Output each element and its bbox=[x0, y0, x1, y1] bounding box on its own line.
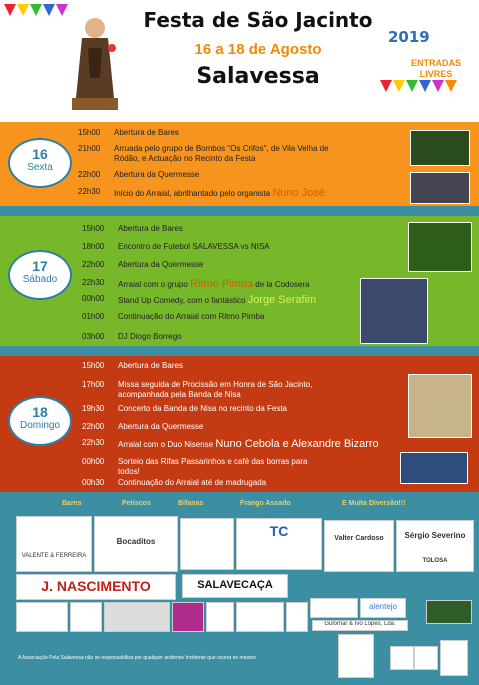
day-block-sunday bbox=[0, 356, 479, 492]
day-badge-sunday bbox=[8, 396, 72, 446]
festival-title: Festa de São Jacinto bbox=[143, 8, 373, 32]
flags-right bbox=[380, 80, 458, 92]
event-text: Encontro de Futebol SALAVESSA vs NISA bbox=[118, 242, 270, 251]
day-number: 17 bbox=[32, 258, 48, 274]
entrance-free-label: ENTRADAS LIVRES bbox=[410, 58, 461, 79]
sponsor-logo bbox=[70, 602, 102, 632]
sponsor-logo bbox=[236, 602, 284, 632]
day-block-friday bbox=[0, 122, 479, 206]
festival-dates: 16 a 18 de Agosto bbox=[194, 41, 322, 58]
coat-of-arms-logo bbox=[440, 640, 468, 676]
time-label: 03h00 bbox=[82, 332, 105, 341]
day-number: 18 bbox=[32, 404, 48, 420]
event-text-suffix: de la Codosera bbox=[255, 280, 310, 289]
event-text: Concerto da Banda de Nisa no recinto da Festa bbox=[118, 404, 287, 413]
day-name: Sexta bbox=[27, 162, 53, 173]
event-text: Continuação do Arraial até de madrugada bbox=[118, 478, 267, 487]
time-label: 22h00 bbox=[78, 170, 101, 179]
event-text: Arruada pelo grupo de Bombos "Os Crifos", de Vila Velha de Ródão, e Actuação no Recinto da Festa bbox=[114, 144, 329, 163]
sponsor-logo bbox=[16, 602, 68, 632]
event-text: Continuação do Arraial com Ritmo Pimba bbox=[118, 312, 265, 321]
event-text: Abertura da Quermesse bbox=[118, 422, 204, 431]
time-label: 19h30 bbox=[82, 404, 105, 413]
event-text: DJ Diogo Borrego bbox=[118, 332, 182, 341]
ritmo-pimba-photo bbox=[408, 222, 472, 272]
duo-nisense-photo bbox=[400, 452, 468, 484]
day-name: Sábado bbox=[22, 274, 58, 285]
category-label: Petiscos bbox=[122, 500, 151, 507]
parish-logo bbox=[414, 646, 438, 670]
time-label: 15h00 bbox=[82, 224, 105, 233]
organist-photo bbox=[410, 172, 470, 204]
time-label: 22h00 bbox=[82, 260, 105, 269]
sponsor-logo bbox=[206, 602, 234, 632]
day-badge-friday bbox=[8, 138, 72, 188]
sponsor-logo: SALAVECAÇA bbox=[182, 574, 288, 598]
time-label: 15h00 bbox=[78, 128, 101, 137]
village-name: Salavessa bbox=[196, 64, 320, 89]
time-label: 00h00 bbox=[82, 457, 105, 466]
category-label: Bifanas bbox=[178, 500, 204, 507]
event-text: Abertura da Quermesse bbox=[114, 170, 200, 179]
time-label: 01h00 bbox=[82, 312, 105, 321]
event-text: Início do Arraial, abrilhantado pelo organista bbox=[114, 189, 271, 198]
sponsor-logo bbox=[180, 518, 234, 570]
association-logo bbox=[338, 634, 374, 678]
sponsor-logo: Valter Cardoso bbox=[324, 520, 394, 572]
sponsor-logo bbox=[286, 602, 308, 632]
event-text: Sorteio das Rifas Passarinhos e café das borras para todos! bbox=[118, 457, 308, 476]
flags-left bbox=[4, 4, 69, 16]
event-text: Abertura de Bares bbox=[118, 224, 183, 233]
day-block-saturday bbox=[0, 216, 479, 346]
performer-name: Ritmo Pimba bbox=[190, 278, 254, 290]
bombos-photo bbox=[410, 130, 470, 166]
sponsor-logo: Gulomar & Ivo Lopes, Lda. bbox=[312, 620, 408, 631]
time-label: 22h30 bbox=[82, 438, 105, 447]
time-label: 17h00 bbox=[82, 380, 105, 389]
event-text: Stand Up Comedy, com o fantástico bbox=[118, 296, 246, 305]
event-text: Arraial com o grupo bbox=[118, 280, 188, 289]
sponsor-logo: TC bbox=[236, 518, 322, 570]
sponsor-logo bbox=[172, 602, 204, 632]
time-label: 22h00 bbox=[82, 422, 105, 431]
banda-nisa-photo bbox=[408, 374, 472, 438]
time-label: 00h30 bbox=[82, 478, 105, 487]
time-label: 18h00 bbox=[82, 242, 105, 251]
category-label: Bares bbox=[62, 500, 82, 507]
sponsor-logo bbox=[310, 598, 358, 618]
event-text: Abertura da Quermesse bbox=[118, 260, 204, 269]
sponsor-logo: VALENTE & FERREIRA bbox=[16, 516, 92, 572]
event-text: Missa seguida de Procissão em Honra de São Jacinto, acompanhada pela Banda de Nisa bbox=[118, 380, 313, 399]
sponsor-logo bbox=[426, 600, 472, 624]
day-badge-saturday bbox=[8, 250, 72, 300]
time-label: 00h00 bbox=[82, 294, 105, 303]
time-label: 22h30 bbox=[82, 278, 105, 287]
sponsor-logo: Bocaditos bbox=[94, 516, 178, 572]
sponsor-logo: J. NASCIMENTO bbox=[16, 574, 176, 600]
saint-statue-image bbox=[66, 8, 124, 112]
day-number: 16 bbox=[32, 146, 48, 162]
event-text: Abertura de Bares bbox=[118, 361, 183, 370]
municipality-logo bbox=[390, 646, 414, 670]
event-text: Arraial com o Duo Nisense bbox=[118, 440, 214, 449]
performer-name: Jorge Serafim bbox=[247, 294, 317, 306]
time-label: 15h00 bbox=[82, 361, 105, 370]
category-label: E Muita Diversão!!! bbox=[342, 500, 406, 507]
time-label: 22h30 bbox=[78, 187, 101, 196]
performer-name: Nuno José bbox=[272, 187, 325, 199]
event-text: Abertura de Bares bbox=[114, 128, 179, 137]
disclaimer-text: A Associação Pela Salavessa não se responsabiliza por qualquer acidente/ incidente que ocorra no mesmo bbox=[18, 655, 256, 661]
sponsor-logo: Sérgio Severino TOLOSA bbox=[396, 520, 474, 572]
header bbox=[0, 0, 479, 122]
jorge-serafim-photo bbox=[360, 278, 428, 344]
time-label: 21h00 bbox=[78, 144, 101, 153]
day-name: Domingo bbox=[19, 420, 61, 431]
category-label: Frango Assado bbox=[240, 500, 291, 507]
year-label: 2019 bbox=[388, 28, 430, 46]
performer-name: Nuno Cebola e Alexandre Bizarro bbox=[215, 438, 379, 450]
sponsor-logo: alentejo bbox=[360, 598, 406, 618]
sponsor-logo bbox=[104, 602, 170, 632]
